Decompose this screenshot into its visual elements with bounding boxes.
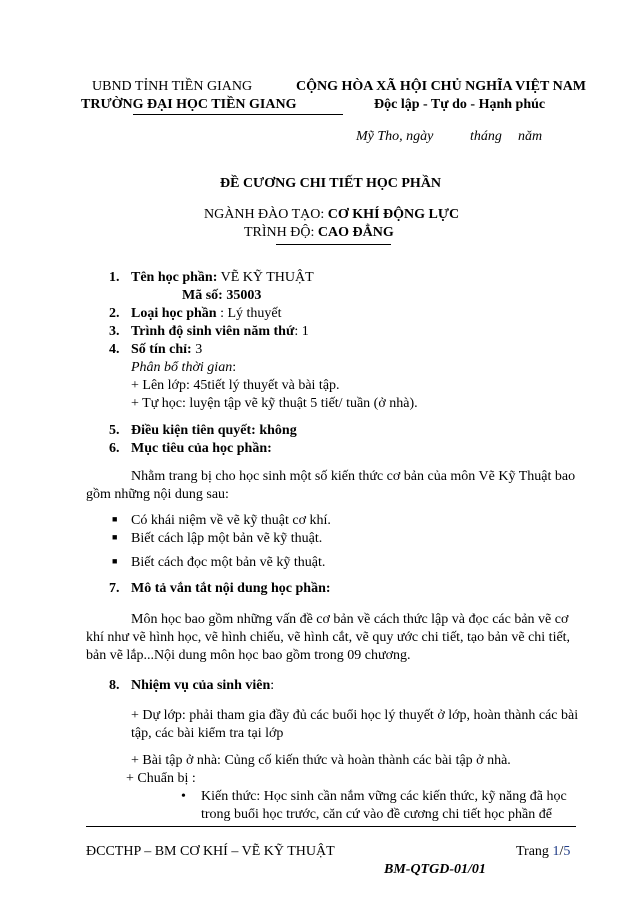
section-value: VẼ KỸ THUẬT: [217, 270, 314, 285]
bullet-square-icon: ■: [112, 532, 118, 542]
section-8: [109, 677, 274, 695]
date-place: Mỹ Tho, ngày: [356, 129, 434, 144]
date-year: năm: [518, 129, 543, 144]
section-5: [109, 422, 297, 440]
section-3: [109, 323, 309, 341]
duty-preparation: + Chuẩn bị :: [126, 771, 196, 786]
section-value: : 1: [294, 324, 309, 339]
description-line-3: bản vẽ lắp...Nội dung môn học bao gồm trong 09 chương.: [86, 648, 411, 663]
footer-rule: [86, 826, 576, 827]
document-title: ĐỀ CƯƠNG CHI TIẾT HỌC PHẦN: [220, 176, 442, 191]
page-current: 1: [552, 844, 560, 859]
section-number: 7.: [109, 581, 120, 596]
footer-form-code: BM-QTGD-01/01: [384, 862, 486, 877]
bullet-square-icon: ■: [112, 514, 118, 524]
section-7: [109, 580, 331, 598]
objective-item: Có khái niệm về vẽ kỹ thuật cơ khí.: [131, 513, 331, 528]
bullet-square-icon: ■: [112, 556, 118, 566]
section-value: : Lý thuyết: [216, 306, 282, 321]
section-label: Mô tả vắn tắt nội dung học phần:: [131, 581, 331, 596]
page-total: 5: [563, 844, 571, 859]
level-line: [244, 224, 394, 242]
page-separator: /: [559, 844, 564, 859]
section-number: 5.: [109, 423, 120, 438]
duty-homework: + Bài tập ở nhà: Củng cố kiến thức và hoàn thành các bài tập ở nhà.: [131, 753, 511, 768]
section-number: 4.: [109, 342, 120, 357]
objective-paragraph-line-2: gồm những nội dung sau:: [86, 487, 229, 502]
objective-item: Biết cách lập một bản vẽ kỹ thuật.: [131, 531, 323, 546]
time-allocation-class: + Lên lớp: 45tiết lý thuyết và bài tập.: [131, 378, 340, 393]
footer-document-ref: ĐCCTHP – BM CƠ KHÍ – VẼ KỸ THUẬT: [86, 844, 335, 859]
school-underline: [133, 114, 343, 115]
section-colon: :: [270, 678, 275, 693]
major-line: [204, 206, 459, 224]
section-6: [109, 440, 272, 458]
school-name: TRƯỜNG ĐẠI HỌC TIỀN GIANG: [81, 97, 297, 112]
time-allocation-self-study: + Tự học: luyện tập vẽ kỹ thuật 5 tiết/ tuần (ở nhà).: [131, 396, 418, 411]
preparation-knowledge-line-1: Kiến thức: Học sinh cần nắm vững các kiến thức, kỹ năng đã học: [201, 789, 567, 804]
section-1: [109, 269, 314, 287]
major-label: NGÀNH ĐÀO TẠO:: [204, 207, 328, 222]
date-month: tháng: [470, 129, 502, 144]
section-number: 1.: [109, 270, 120, 285]
national-motto: Độc lập - Tự do - Hạnh phúc: [374, 97, 546, 112]
level-value: CAO ĐẲNG: [317, 225, 394, 240]
preparation-knowledge-line-2: trong buổi học trước, căn cứ vào đề cương chi tiết học phần để: [201, 807, 552, 822]
level-label: TRÌNH ĐỘ:: [244, 225, 318, 240]
section-2: [109, 305, 282, 323]
footer-page-number: [516, 843, 570, 861]
section-number: 8.: [109, 678, 120, 693]
duty-class-line-2: tập, các bài kiểm tra tại lớp: [131, 726, 284, 741]
description-line-2: khí như vẽ hình học, vẽ hình chiếu, vẽ hình cắt, vẽ quy ước chi tiết, tạo bản vẽ chi tiết,: [86, 630, 571, 645]
section-label: Điều kiện tiên quyết: không: [131, 423, 297, 438]
section-number: 6.: [109, 441, 120, 456]
title-underline: [276, 244, 391, 245]
description-line-1: Môn học bao gồm những vấn đề cơ bản về cách thức lập và đọc các bản vẽ cơ: [131, 612, 569, 627]
section-label: Loại học phần: [131, 306, 217, 321]
objective-item: Biết cách đọc một bản vẽ kỹ thuật.: [131, 555, 326, 570]
time-allocation-label: Phân bổ thời gian: [131, 360, 233, 375]
duty-class-line-1: + Dự lớp: phải tham gia đầy đủ các buổi học lý thuyết ở lớp, hoàn thành các bài: [131, 708, 579, 723]
section-number: 2.: [109, 306, 120, 321]
section-label: Số tín chỉ:: [131, 342, 192, 357]
time-allocation-heading: [131, 359, 236, 377]
section-label: Trình độ sinh viên năm thứ: [131, 324, 295, 339]
page-label: Trang: [516, 844, 553, 859]
section-value: 3: [191, 342, 203, 357]
bullet-dot-icon: •: [181, 789, 186, 804]
section-4: [109, 341, 202, 359]
objective-paragraph-line-1: Nhằm trang bị cho học sinh một số kiến thức cơ bản của môn Vẽ Kỹ Thuật bao: [131, 469, 576, 484]
major-value: CƠ KHÍ ĐỘNG LỰC: [327, 207, 460, 222]
time-allocation-colon: :: [232, 360, 237, 375]
course-code: Mã số: 35003: [182, 288, 262, 303]
section-label: Mục tiêu của học phần:: [131, 441, 272, 456]
agency-name: UBND TỈNH TIỀN GIANG: [92, 79, 253, 94]
national-title: CỘNG HÒA XÃ HỘI CHỦ NGHĨA VIỆT NAM: [296, 79, 587, 94]
section-label: Nhiệm vụ của sinh viên: [131, 678, 271, 693]
section-label: Tên học phần:: [131, 270, 218, 285]
section-number: 3.: [109, 324, 120, 339]
